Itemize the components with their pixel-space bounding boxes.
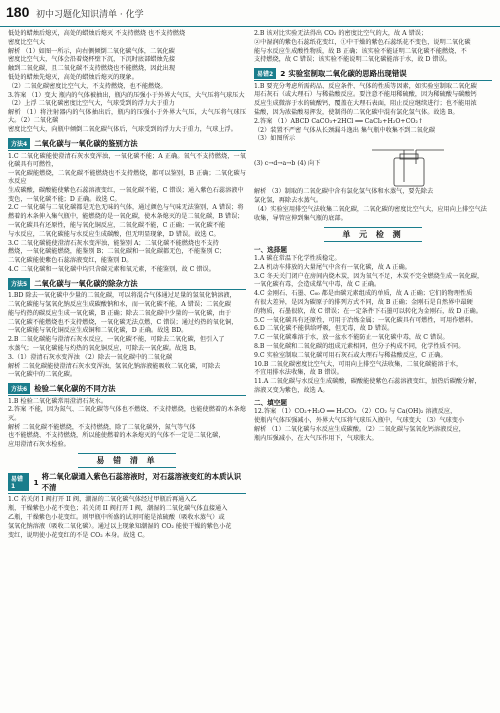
text-line: 2.B 二氧化碳能与澄清石灰水反应，一氧化碳不能，可除去二氧化碳，但引入了	[8, 336, 225, 344]
text-line: 变色，一氧化碳不能；D 正确。故选 C。	[8, 195, 121, 203]
text-line: 密度比空气大，向瓶中倾倒二氧化碳气体后，气球受到的浮力大于重力，气球上浮。	[8, 126, 237, 134]
section-body-e2-after	[254, 188, 492, 223]
text-line: 4.C 金刚石、石墨、C₆₀ 都是由碳元素组成的单质，故 A 正确；它们的物理性质	[254, 290, 473, 298]
page-header	[0, 0, 500, 27]
section-title: 二氧化碳与一氧化碳的鉴别方法	[34, 139, 138, 149]
page-number: 180	[6, 4, 30, 20]
text-line: 燃着的木条伸入集气瓶中，能燃烧的是一氧化碳，使木条熄灭的是二氧化碳，B 错误；	[8, 213, 244, 221]
section-number: 2	[280, 69, 286, 79]
text-line: 乙瓶，干燥紫色小花变红。则甲瓶中所盛的试剂可能是浓硫酸（吸收水蒸气）或	[8, 514, 225, 522]
text-line: 变红，说明使小花变红的不是 CO₂ 本身。故选 C。	[8, 531, 149, 539]
text-line: 水蒸气；一氧化碳能与灼热的氧化铜反应，可除去一氧化碳。故选 B。	[8, 345, 201, 352]
section-body-m4	[8, 153, 246, 275]
text-line: 低处的蜡烛后熄灭，高处的蜡烛后熄灭 不支持燃烧 也不支持燃烧	[8, 30, 186, 37]
text-line: 2.A 机动车排放的大量尾气中含有一氧化碳，故 A 正确。	[254, 263, 411, 271]
text-line: 瓶，干燥紫色小花不变色；若关闭 II 阀打开 I 阀，潮湿的二氧化碳气体直接通入	[8, 505, 228, 513]
text-line: 2.B 该对比实验无法得出 CO₂ 的密度比空气的大，故 A 错误；	[254, 30, 428, 37]
text-line: 溶液又变为紫色，故选 A。	[254, 386, 329, 394]
text-line: 密度比空气大	[8, 38, 46, 46]
section-title: 将二氧化碳通入紫色石蕊溶液时，对石蕊溶液变红的本质认识不清	[41, 472, 242, 493]
text-line: 解析 （3）制取的二氧化碳中含有氯化氢气体和水蒸气，要先除去	[254, 188, 434, 196]
text-line: 一氧化碳能与氧化铜反应生成铜和二氧化碳，D 正确。故选 BD。	[8, 327, 188, 335]
section-choice-heading: 一、选择题	[254, 245, 287, 254]
text-line: 能与灼热的碳反应生成一氧化碳，B 正确；除去二氧化碳中少量的一氧化碳，由于	[8, 309, 232, 317]
text-line: 支持燃烧，故 C 错误；该实验不能说明二氧化碳能溶于水，故 D 错误。	[254, 56, 451, 64]
text-line: 9.C 实验室制取二氧化碳可用石灰石或大理石与稀盐酸反应，C 正确。	[254, 351, 447, 359]
text-line: 1.B 检验二氧化碳常用澄清石灰水。	[8, 397, 108, 405]
section-header-m4	[8, 138, 246, 151]
text-line: 应用澄清石灰水检验。	[8, 441, 70, 449]
section-body-e2	[254, 83, 492, 144]
text-line: 一氧化碳能燃烧，二氧化碳不能燃烧也不支持燃烧，都可以鉴别，B 正确；二氧化碳与水反应	[8, 169, 246, 185]
text-line: 收集，导管应伸到集气瓶的底部。	[254, 214, 347, 222]
section-body-m5	[8, 292, 246, 379]
fill-answers	[254, 408, 492, 443]
text-line: 解析 （1）二氧化碳与水反应生成碳酸。（2）二氧化碳与氢氧化钙溶液反应，	[254, 425, 465, 433]
section-header-e1	[8, 471, 246, 494]
section-badge: 方法5	[8, 278, 30, 289]
section-badge: 方法4	[8, 138, 30, 149]
text-line: 5.C 一氧化碳具有还原性，可用于冶炼金属；一氧化碳具有可燃性，可用作燃料。	[254, 316, 477, 324]
text-line: 2.C 一氧化碳与二氧化碳都是无色无味的气体，通过颜色与气味无法鉴别，A 错误；将	[8, 204, 244, 212]
text-line: 盐酸，因为浓盐酸易挥发，使制得的二氧化碳中混有氯化氢气体。故选 B。	[254, 109, 459, 117]
text-line: （3）如图所示	[254, 135, 296, 143]
text-line: 二氧化碳不能燃烧也不支持燃烧，一氧化碳无法点燃，C 错误；通过灼热的氧化铜，	[8, 318, 238, 326]
text-line: 一氧化碳中的二氧化碳。	[8, 371, 77, 379]
text-line: 使瓶内气体压强减小，外界大气压将气球压入瓶中，气球变大 （3）气球变小	[254, 417, 465, 424]
section-body-m6	[8, 398, 246, 450]
left-column	[8, 30, 246, 540]
text-line: 燃烧，一氧化碳能燃烧，能鉴别 B；二氧化碳和一氧化碳都无色，不能鉴别 C；	[8, 248, 226, 256]
text-line: 4.C 二氧化碳和一氧化碳中均只含碳元素和氧元素，不能鉴别，故 C 错误。	[8, 265, 215, 273]
text-line: 用石灰石（或大理石）与稀盐酸反应。要注意不能用稀硫酸，因为稀硫酸与碳酸钙	[254, 91, 477, 99]
text-line: （2）装置不严密 气体从长颈漏斗逸出 集气瓶中收集不到二氧化碳	[254, 126, 436, 134]
text-line: 二氧化碳能与氢氧化钠反应生成碳酸钠和水，而一氧化碳不能，A 错误；二氧化碳	[8, 301, 231, 309]
text-line: 触到二氧化碳，且二氧化碳不支持燃烧也不能燃烧，因此出现	[8, 65, 176, 73]
text-line: 氯化氢，再除去水蒸气。	[254, 197, 323, 205]
text-line: 1.B 要充分考虑所需药品、反应条件、气体的性质等因素，如实验室制取二氧化碳	[254, 82, 477, 90]
text-line: 3.答案 （1）变大 瓶内的气体被抽出，瓶内的压强小于外界大气压，大气压将气球压大	[8, 91, 245, 99]
easy-error-title: 易 错 清 单	[8, 453, 246, 468]
choice-answers	[254, 255, 492, 395]
text-line: 瓶内压强减小，在大气压作用下，气球胀大。	[254, 434, 378, 442]
text-line: 有很大差异，是因为碳原子的排列方式不同，故 B 正确；金刚石是自然界中最硬	[254, 298, 473, 306]
text-line: 12.答案 （1）CO₂+H₂O ══ H₂CO₃ （2）CO₂ 与 Ca(OH)₂ 溶液反应，	[254, 408, 457, 416]
section-badge: 易错2	[254, 68, 276, 79]
text-line: 2.答案 不能，因为氮气、二氧化碳等气体也不燃烧、不支持燃烧，也能使燃着的木条熄灭。	[8, 406, 246, 422]
text-line: 的物质，石墨很软，故 C 错误；在一定条件下石墨可以转化为金刚石，故 D 正确。	[254, 307, 482, 315]
text-line: 1.A 碳在常温下化学性质稳定。	[254, 254, 341, 262]
right-column	[254, 30, 492, 443]
text-line: 密度比空气大，气体会沿着烧杯壁下沉，下沉时底部蜡烛先接	[8, 56, 176, 64]
text-line: （4）实验室用排空气法收集二氧化碳，二氧化碳的密度比空气大，应用向上排空气法	[254, 205, 487, 213]
section-title: 实验室制取二氧化碳的思路出现错误	[288, 69, 407, 79]
text-line: 解析 二氧化碳不能燃烧，不支持燃烧，除了二氧化碳外，氮气等气体	[8, 423, 196, 431]
text-line: （2）二氧化碳密度比空气大，不支持燃烧，也不能燃烧。	[8, 82, 167, 90]
apparatus-diagram	[254, 144, 492, 188]
text-line: （2）上浮 二氧化碳密度比空气大，气球受到的浮力大于重力	[8, 100, 175, 108]
text-line: 3.C 二氧化碳能使澄清石灰水变浑浊，能鉴别 A；二氧化碳不能燃烧也不支持	[8, 239, 219, 247]
text-line: 与水反应，二氧化碳能与水反应生成碳酸，但无明显现象，D 错误。故选 C。	[8, 230, 220, 238]
text-line: 不宜用排水法收集，故 B 错误。	[254, 369, 343, 377]
text-line: 二氧化碳能使紫色石蕊溶液变红，能鉴别 D。	[8, 257, 133, 265]
text-line: 解析 二氧化碳能使澄清石灰水变浑浊，氢氧化钠溶液能吸收二氧化碳，可除去	[8, 362, 221, 370]
book-title: 初中习题化知识清单 · 化学	[36, 10, 144, 20]
text-line: 8.B 一氧化碳和二氧化碳的组成元素相同，但分子构成不同，化学性质不同。	[254, 342, 465, 350]
text-line: 2.答案 （1）ABCD CaCO₃+2HCl ══ CaCl₂+H₂O+CO₂↑	[254, 117, 424, 125]
section-fill-heading: 二、填空题	[254, 399, 287, 408]
intro-block	[8, 30, 246, 135]
text-line: 1.C 若关闭 I 阀打开 II 阀，潮湿的二氧化碳气体经过甲瓶后再通入乙	[8, 496, 197, 504]
text-line: 也不能燃烧、不支持燃烧，所以能使燃着的木条熄灭的气体不一定是二氧化碳，	[8, 432, 225, 440]
text-line: 3.（1）澄清石灰水变浑浊 （2）除去一氧化碳中的二氧化碳	[8, 353, 173, 361]
section-number: 1	[33, 477, 39, 487]
gas-bottle-figure	[254, 144, 492, 188]
text-line: 10.B 二氧化碳密度比空气大，可用向上排空气法收集，二氧化碳能溶于水，	[254, 360, 463, 368]
text-line: 3.C 冬天关门闭户在房间内烧木炭，因为氧气不足，木炭不完全燃烧生成一氧化碳，	[254, 272, 484, 280]
text-line: 11.A 二氧化碳与水反应生成碳酸，碳酸能使紫色石蕊溶液变红，加热后碳酸分解，	[254, 378, 481, 386]
unit-test-title: 单 元 检 测	[254, 227, 492, 242]
text-line: ②中湿润的紫色石蕊纸花变红，①中干燥的紫色石蕊纸花不变色，说明二氧化碳	[254, 38, 471, 46]
text-line: 能与水反应生成酸性物质，故 B 正确；该实验不能证明二氧化碳不能燃烧、不	[254, 47, 467, 55]
section-badge: 方法6	[8, 383, 30, 394]
text-line: 解析 （1）如图一所示，向右侧倾倒二氧化碳气体，二氧化碳	[8, 47, 175, 55]
text-line: 氢氧化钠溶液（吸收二氧化碳）。通过以上现象知潮湿的 CO₂ 能使干燥的紫色小花	[8, 522, 232, 530]
text-line: 1.BD 除去一氧化碳中少量的二氧化碳，可以将混合气体通过足量的氢氧化钠溶液，	[8, 292, 236, 300]
text-line: 解析 （1）将注射器内的气体抽出后，瓶内的压强小于外界大气压，大气压将气球压大。（2）二氧化碳	[8, 109, 246, 125]
text-line: 低处的蜡烛先熄灭，高处的蜡烛后熄灭的现象。	[8, 73, 138, 81]
section-header-e2	[254, 68, 492, 81]
text-line: 6.D 二氧化碳不能供给呼吸，但无毒，故 D 错误。	[254, 325, 394, 333]
text-line: 一氧化碳具有还原性，能与氧化铜反应，二氧化碳不能，C 正确；一氧化碳不能	[8, 221, 226, 229]
diagram-label: (3) c→d→a→b (4) 向下	[254, 160, 321, 168]
text-line: 反应生成微溶于水的硫酸钙，覆盖在大理石表面，阻止反应继续进行；也不能用浓	[254, 100, 477, 108]
section-header-m6	[8, 383, 246, 396]
right-top-block	[254, 30, 492, 65]
text-line: 生成碳酸，碳酸能使紫色石蕊溶液变红，一氧化碳不能，C 错误；通入紫色石蕊溶液中	[8, 186, 244, 194]
text-line: 1.C 二氧化碳能使澄清石灰水变浑浊，一氧化碳不能；A 正确。氧气不支持燃烧，一氧化碳具有可燃性，	[8, 152, 246, 168]
text-line: 7.C 一氧化碳难溶于水，放一盆水不能防止一氧化碳中毒，故 C 错误。	[254, 334, 449, 342]
text-line: 一氧化碳有毒，会造成煤气中毒，故 C 正确。	[254, 281, 381, 289]
section-body-e1	[8, 496, 246, 539]
section-header-m5	[8, 277, 246, 290]
section-title: 检验二氧化碳的不同方法	[34, 384, 116, 394]
section-title: 二氧化碳与一氧化碳的除杂方法	[34, 278, 138, 288]
section-badge: 易错1	[8, 473, 29, 491]
